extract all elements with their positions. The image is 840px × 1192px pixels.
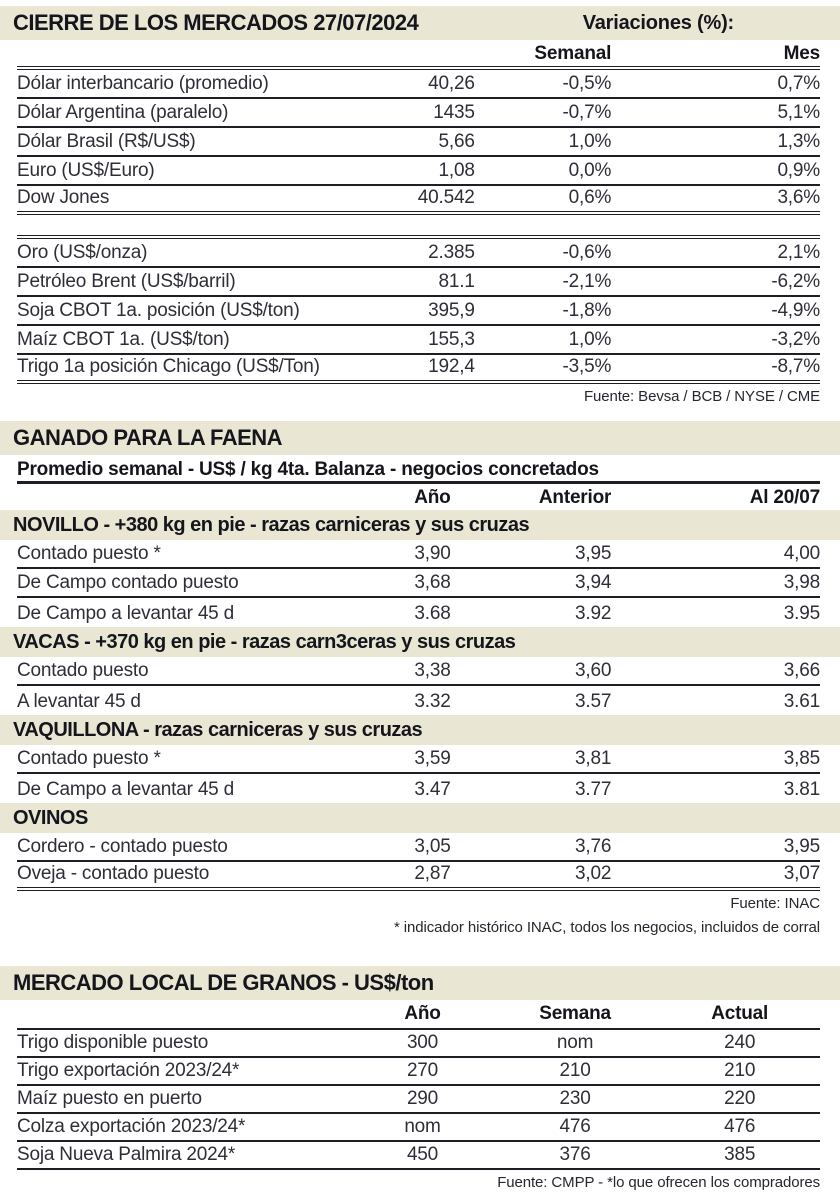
column-header-semana: Semana [539, 1003, 611, 1024]
table-row [17, 1030, 820, 1058]
granos-source: Fuente: CMPP - *lo que ofrecen los compradores [497, 1174, 820, 1191]
table-row [17, 862, 820, 891]
table-row [17, 326, 820, 355]
table-row [17, 239, 820, 268]
granos-rows [17, 1030, 820, 1170]
granos-table [17, 1000, 820, 1170]
row-label: A levantar 45 d [17, 691, 141, 712]
table-row [17, 745, 820, 774]
table-row [17, 569, 820, 598]
row-value: 40,26 [428, 73, 475, 94]
row-semana: 210 [559, 1060, 591, 1081]
ganado-table-head [17, 456, 820, 510]
row-al-2007: 4,00 [783, 543, 820, 564]
table-row [17, 540, 820, 569]
row-ano: 3.32 [414, 691, 451, 712]
table-row [17, 1058, 820, 1086]
livestock-group-rows [17, 657, 820, 715]
row-value: 1435 [433, 102, 475, 123]
row-mes: 0,7% [777, 73, 820, 94]
markets-column-headers [17, 44, 820, 70]
row-anterior: 3,94 [575, 572, 612, 593]
livestock-group-title: NOVILLO - +380 kg en pie - razas carniceras y sus cruzas [13, 513, 530, 536]
row-label: Contado puesto [17, 660, 149, 681]
table-row [17, 1142, 820, 1170]
granos-title: MERCADO LOCAL DE GRANOS - US$/ton [13, 970, 434, 995]
livestock-group-title: VAQUILLONA - razas carniceras y sus cruzas [13, 718, 423, 741]
ganado-groups [0, 510, 840, 891]
table-row [17, 99, 820, 128]
table-row [17, 157, 820, 186]
row-actual: 220 [724, 1088, 756, 1109]
row-anterior: 3,76 [575, 836, 612, 857]
row-ano: 3.47 [414, 779, 451, 800]
row-ano: 3,68 [414, 572, 451, 593]
row-actual: 476 [724, 1116, 756, 1137]
variations-label: Variaciones (%): [582, 11, 734, 34]
row-actual: 385 [724, 1144, 756, 1165]
table-row [17, 268, 820, 297]
row-actual: 210 [724, 1060, 756, 1081]
row-ano: 3,59 [414, 748, 451, 769]
row-mes: -4,9% [771, 300, 820, 321]
row-label: Maíz puesto en puerto [17, 1088, 202, 1109]
markets-rows-top [17, 70, 820, 215]
livestock-group-title: VACAS - +370 kg en pie - razas carn3ceras y sus cruzas [13, 630, 516, 653]
row-label: Colza exportación 2023/24* [17, 1116, 246, 1137]
ganado-source: Fuente: INAC [730, 895, 820, 912]
markets-section [0, 6, 840, 405]
row-label: De Campo a levantar 45 d [17, 603, 234, 624]
row-al-2007: 3,07 [783, 863, 820, 884]
row-al-2007: 3,95 [783, 836, 820, 857]
row-semana: 376 [559, 1144, 591, 1165]
column-header-anterior: Anterior [538, 487, 612, 508]
row-mes: -3,2% [771, 329, 820, 350]
markets-table [17, 44, 820, 384]
markets-source: Fuente: Bevsa / BCB / NYSE / CME [583, 388, 820, 405]
livestock-group-header [0, 715, 840, 745]
row-ano: 450 [406, 1144, 439, 1165]
table-row [17, 70, 820, 99]
livestock-group-rows [17, 833, 820, 891]
row-al-2007: 3.95 [783, 603, 820, 624]
row-al-2007: 3,98 [783, 572, 820, 593]
row-mes: 3,6% [777, 187, 820, 208]
table-row [17, 833, 820, 862]
row-semanal: -0,5% [562, 73, 612, 94]
row-label: Soja CBOT 1a. posición (US$/ton) [17, 300, 300, 321]
blank-row [17, 215, 820, 239]
ganado-header-band [0, 421, 840, 455]
row-value: 40.542 [417, 187, 475, 208]
row-ano: 300 [406, 1032, 439, 1053]
row-al-2007: 3.61 [783, 691, 820, 712]
row-label: Trigo exportación 2023/24* [17, 1060, 240, 1081]
row-semana: 476 [559, 1116, 591, 1137]
table-row [17, 186, 820, 215]
row-label: De Campo a levantar 45 d [17, 779, 234, 800]
row-semanal: 0,0% [568, 160, 612, 181]
row-anterior: 3,60 [575, 660, 612, 681]
row-label: Petróleo Brent (US$/barril) [17, 271, 236, 292]
livestock-group-header [0, 510, 840, 540]
column-header-ano: Año [414, 487, 451, 508]
ganado-title: GANADO PARA LA FAENA [13, 425, 283, 450]
row-anterior: 3.57 [575, 691, 612, 712]
granos-header-band [0, 966, 840, 1000]
row-label: Contado puesto * [17, 748, 161, 769]
column-header-ano: Año [404, 1003, 441, 1024]
row-semana: nom [556, 1032, 594, 1053]
row-actual: 240 [724, 1032, 756, 1053]
row-label: Contado puesto * [17, 543, 161, 564]
row-label: Dólar Argentina (paralelo) [17, 102, 229, 123]
table-row [17, 1114, 820, 1142]
row-mes: -8,7% [771, 356, 820, 377]
row-value: 395,9 [428, 300, 475, 321]
row-label: Dow Jones [17, 187, 110, 208]
markets-header-band [0, 6, 840, 40]
row-ano: 270 [406, 1060, 439, 1081]
row-semanal: -0,7% [562, 102, 612, 123]
table-row [17, 686, 820, 715]
row-label: Dólar interbancario (promedio) [17, 73, 269, 94]
row-anterior: 3.77 [575, 779, 612, 800]
table-row [17, 1086, 820, 1114]
row-value: 81.1 [438, 271, 475, 292]
column-header-al-2007: Al 20/07 [749, 487, 820, 508]
row-label: Oro (US$/onza) [17, 242, 148, 263]
row-ano: 3,90 [414, 543, 451, 564]
row-label: Soja Nueva Palmira 2024* [17, 1144, 236, 1165]
livestock-group-header [0, 803, 840, 833]
row-ano: 290 [406, 1088, 439, 1109]
row-ano: 3.68 [414, 603, 451, 624]
column-header-semanal: Semanal [534, 43, 612, 64]
ganado-subtitle: Promedio semanal - US$ / kg 4ta. Balanza - negocios concretados [17, 456, 820, 484]
row-label: Trigo disponible puesto [17, 1032, 209, 1053]
row-label: Maíz CBOT 1a. (US$/ton) [17, 329, 230, 350]
row-semana: 230 [559, 1088, 591, 1109]
row-value: 2.385 [428, 242, 475, 263]
column-header-mes: Mes [783, 43, 820, 64]
row-al-2007: 3,66 [783, 660, 820, 681]
ganado-column-headers [17, 484, 820, 510]
row-semanal: -3,5% [562, 356, 612, 377]
row-semanal: 0,6% [568, 187, 612, 208]
row-label: De Campo contado puesto [17, 572, 239, 593]
row-anterior: 3,81 [575, 748, 612, 769]
row-ano: nom [404, 1116, 441, 1137]
row-semanal: 1,0% [568, 329, 612, 350]
table-row [17, 657, 820, 686]
livestock-group-header [0, 627, 840, 657]
row-mes: 2,1% [777, 242, 820, 263]
row-anterior: 3,95 [575, 543, 612, 564]
row-mes: 0,9% [777, 160, 820, 181]
row-semanal: -2,1% [562, 271, 612, 292]
row-al-2007: 3,85 [783, 748, 820, 769]
row-anterior: 3.92 [575, 603, 612, 624]
table-row [17, 297, 820, 326]
row-al-2007: 3.81 [783, 779, 820, 800]
column-header-actual: Actual [711, 1003, 769, 1024]
markets-title: CIERRE DE LOS MERCADOS 27/07/2024 [13, 10, 419, 35]
row-ano: 3,38 [414, 660, 451, 681]
row-mes: 5,1% [777, 102, 820, 123]
row-ano: 2,87 [414, 863, 451, 884]
livestock-group-rows [17, 745, 820, 803]
row-label: Oveja - contado puesto [17, 863, 210, 884]
livestock-group-title: OVINOS [13, 806, 88, 829]
row-ano: 3,05 [414, 836, 451, 857]
row-mes: 1,3% [777, 131, 820, 152]
row-label: Dólar Brasil (R$/US$) [17, 131, 196, 152]
row-semanal: 1,0% [568, 131, 612, 152]
table-row [17, 774, 820, 803]
ganado-footnote: * indicador histórico INAC, todos los negocios, incluidos de corral [393, 919, 820, 936]
row-label: Trigo 1a posición Chicago (US$/Ton) [17, 356, 320, 377]
table-row [17, 598, 820, 627]
row-anterior: 3,02 [575, 863, 612, 884]
ganado-section [0, 421, 840, 936]
livestock-group-rows [17, 540, 820, 627]
row-value: 155,3 [428, 329, 475, 350]
row-value: 5,66 [438, 131, 475, 152]
markets-rows-bottom [17, 239, 820, 384]
table-row [17, 355, 820, 384]
row-semanal: -1,8% [562, 300, 612, 321]
row-value: 1,08 [438, 160, 475, 181]
row-label: Cordero - contado puesto [17, 836, 228, 857]
table-row [17, 128, 820, 157]
row-semanal: -0,6% [562, 242, 612, 263]
row-value: 192,4 [428, 356, 475, 377]
granos-column-headers [17, 1000, 820, 1030]
row-mes: -6,2% [771, 271, 820, 292]
row-label: Euro (US$/Euro) [17, 160, 155, 181]
granos-section [0, 966, 840, 1191]
